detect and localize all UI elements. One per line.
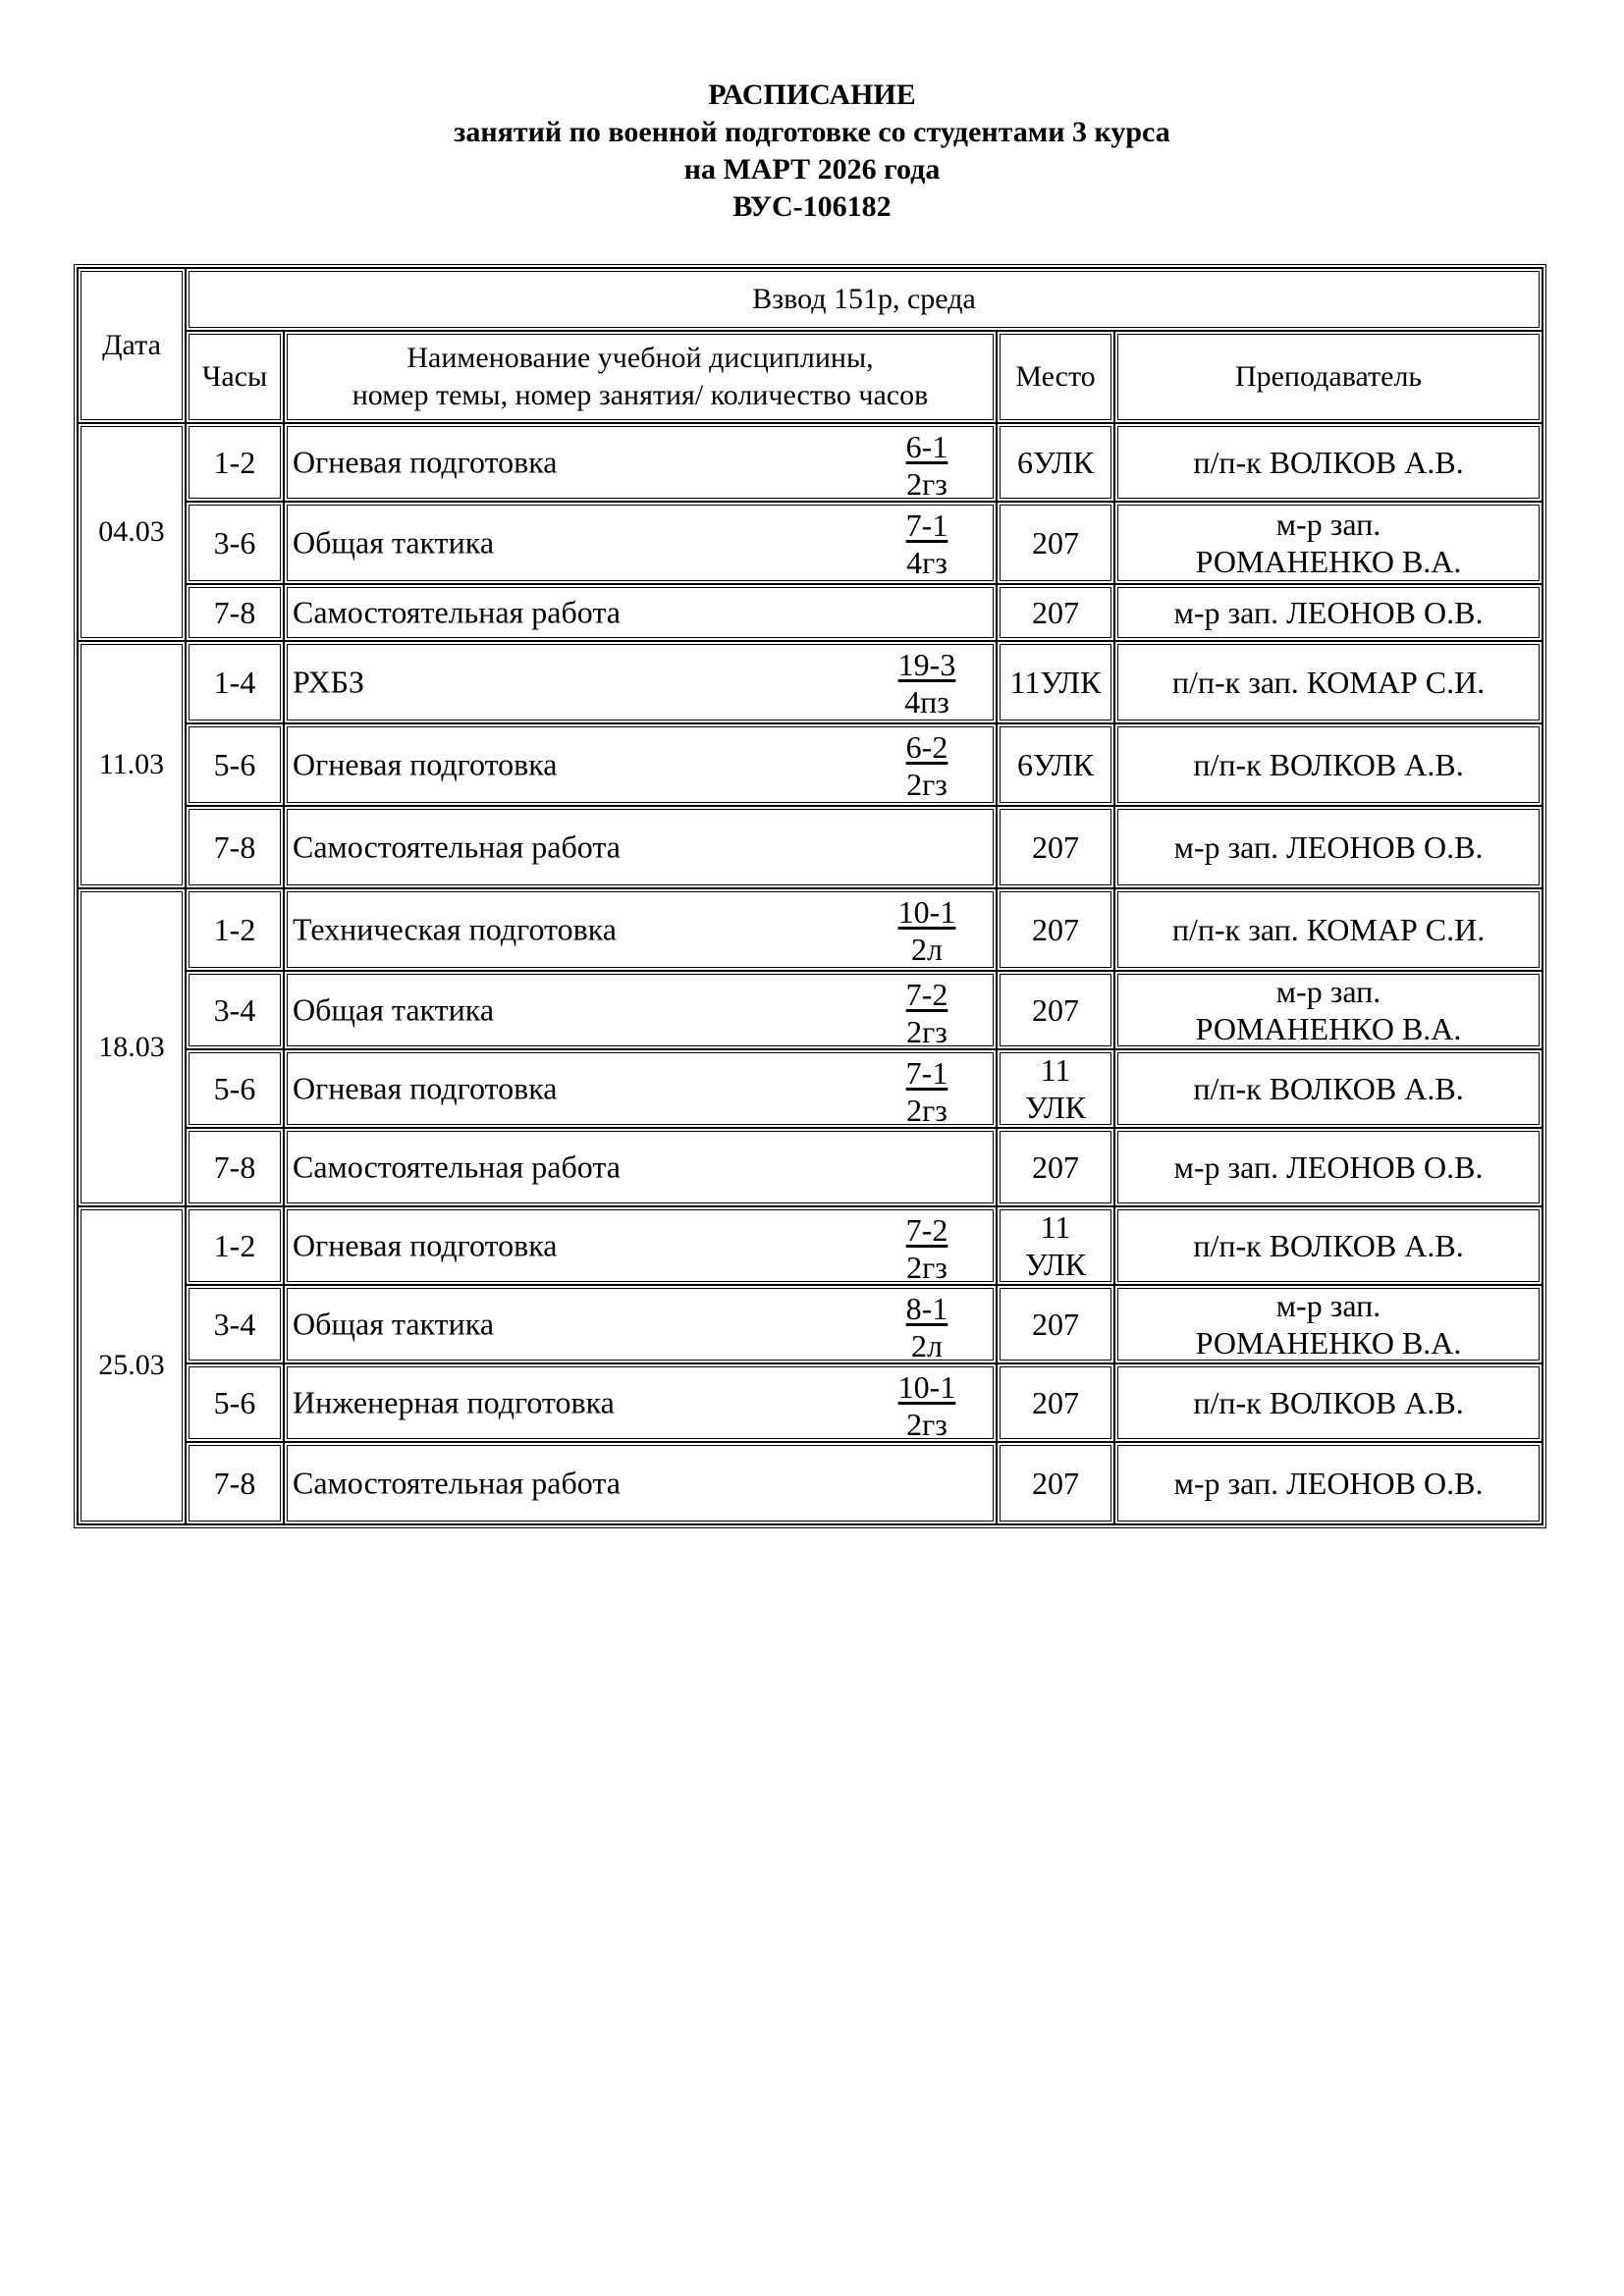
place-cell: 207	[997, 971, 1114, 1049]
place-number: 11	[1040, 1052, 1071, 1088]
lesson-hours: 2гз	[906, 767, 947, 802]
subject-name: Огневая подготовка	[293, 1070, 558, 1106]
subject-cell	[284, 1128, 997, 1206]
teacher-cell	[1114, 502, 1543, 584]
subject-name: Самостоятельная работа	[293, 1148, 621, 1185]
teacher-cell: п/п-к ВОЛКОВ А.В.	[1114, 1049, 1543, 1128]
document-period: на МАРТ 2026 года	[683, 153, 941, 186]
date-cell: 25.03	[78, 1206, 186, 1524]
hours-cell: 1-2	[186, 1206, 284, 1285]
document-header	[0, 77, 1624, 226]
place-cell: 207	[997, 502, 1114, 584]
lesson-hours: 4гз	[906, 545, 947, 580]
place-cell: 207	[997, 584, 1114, 641]
place-cell: 207	[997, 888, 1114, 971]
platoon-header: Взвод 151р, среда	[186, 268, 1543, 331]
place-building: УЛК	[1024, 1090, 1087, 1125]
teacher-cell: п/п-к зап. КОМАР С.И.	[1114, 641, 1543, 723]
place-cell	[997, 1049, 1114, 1128]
topic-number: 7-1	[905, 507, 948, 543]
date-cell: 11.03	[78, 641, 186, 888]
table-row	[78, 1128, 1543, 1206]
topic-number: 10-1	[897, 1369, 956, 1405]
table-row	[78, 1442, 1543, 1524]
subject-name: Техническая подготовка	[293, 911, 617, 947]
hours-cell: 7-8	[186, 1128, 284, 1206]
topic-number: 6-2	[905, 729, 948, 765]
subject-cell	[284, 1363, 997, 1442]
subject-cell	[284, 1206, 997, 1285]
place-cell: 11УЛК	[997, 641, 1114, 723]
topic-number: 7-1	[905, 1055, 948, 1091]
teacher-cell: п/п-к ВОЛКОВ А.В.	[1114, 723, 1543, 806]
teacher-name: РОМАНЕНКО В.А.	[1195, 1325, 1462, 1361]
lesson-hours: 2гз	[906, 1407, 947, 1442]
subject-name: Самостоятельная работа	[293, 828, 621, 865]
teacher-name: РОМАНЕНКО В.А.	[1195, 544, 1462, 579]
subject-name: Огневая подготовка	[293, 444, 558, 480]
teacher-name: РОМАНЕНКО В.А.	[1195, 1011, 1462, 1046]
subject-cell	[284, 423, 997, 502]
subject-name: Огневая подготовка	[293, 746, 558, 782]
lesson-hours: 2л	[911, 1328, 943, 1363]
column-header-teacher: Преподаватель	[1114, 331, 1543, 423]
lesson-code	[888, 507, 966, 581]
topic-number: 7-2	[905, 1212, 948, 1248]
column-header-hours: Часы	[186, 331, 284, 423]
hours-cell: 7-8	[186, 1442, 284, 1524]
topic-number: 7-2	[905, 977, 948, 1012]
subject-name: Общая тактика	[293, 991, 495, 1028]
lesson-hours: 2гз	[906, 1250, 947, 1285]
teacher-cell: п/п-к ВОЛКОВ А.В.	[1114, 1206, 1543, 1285]
document-title: РАСПИСАНИЕ	[708, 79, 916, 111]
teacher-cell: м-р зап. ЛЕОНОВ О.В.	[1114, 806, 1543, 888]
place-cell: 6УЛК	[997, 423, 1114, 502]
subject-cell	[284, 1049, 997, 1128]
table-row	[78, 641, 1543, 723]
lesson-hours: 2гз	[906, 466, 947, 502]
place-cell	[997, 1206, 1114, 1285]
subject-cell	[284, 806, 997, 888]
subject-cell	[284, 641, 997, 723]
place-cell: 207	[997, 1128, 1114, 1206]
subject-cell	[284, 584, 997, 641]
topic-number: 6-1	[905, 429, 948, 464]
place-cell: 207	[997, 806, 1114, 888]
table-row	[78, 502, 1543, 584]
place-cell: 6УЛК	[997, 723, 1114, 806]
table-row	[78, 806, 1543, 888]
subject-name: РХБЗ	[293, 664, 365, 700]
date-cell: 04.03	[78, 423, 186, 641]
hours-cell: 1-2	[186, 423, 284, 502]
lesson-code	[888, 976, 966, 1050]
subject-cell	[284, 971, 997, 1049]
hours-cell: 5-6	[186, 1363, 284, 1442]
subject-cell	[284, 1442, 997, 1524]
subject-name: Общая тактика	[293, 1306, 495, 1342]
subject-cell	[284, 888, 997, 971]
hours-cell: 1-2	[186, 888, 284, 971]
hours-cell: 3-6	[186, 502, 284, 584]
hours-cell: 7-8	[186, 806, 284, 888]
column-header-subject	[284, 331, 997, 423]
table-row	[78, 1285, 1543, 1363]
column-header-date: Дата	[78, 268, 186, 423]
subject-cell	[284, 1285, 997, 1363]
topic-number: 19-3	[897, 647, 956, 682]
table-row	[78, 423, 1543, 502]
lesson-hours: 4пз	[904, 684, 949, 720]
topic-number: 8-1	[905, 1291, 948, 1326]
subject-cell	[284, 502, 997, 584]
lesson-code	[888, 1368, 966, 1443]
hours-cell: 3-4	[186, 971, 284, 1049]
lesson-code	[888, 428, 966, 503]
teacher-cell: п/п-к ВОЛКОВ А.В.	[1114, 1363, 1543, 1442]
hours-cell: 5-6	[186, 723, 284, 806]
document-specialty-code: ВУС-106182	[732, 190, 892, 223]
schedule-table	[77, 267, 1543, 1525]
place-number: 11	[1040, 1209, 1071, 1245]
lesson-hours: 2л	[911, 932, 943, 967]
place-building: УЛК	[1024, 1247, 1087, 1282]
teacher-rank: м-р зап.	[1275, 974, 1381, 1009]
teacher-rank: м-р зап.	[1275, 507, 1381, 542]
teacher-cell	[1114, 1285, 1543, 1363]
table-row	[78, 1049, 1543, 1128]
table-row	[78, 1206, 1543, 1285]
subject-cell	[284, 723, 997, 806]
lesson-hours: 2гз	[906, 1014, 947, 1049]
table-row	[78, 888, 1543, 971]
hours-cell: 7-8	[186, 584, 284, 641]
table-row	[78, 584, 1543, 641]
table-row	[78, 1363, 1543, 1442]
lesson-code	[888, 893, 966, 968]
lesson-code	[888, 1211, 966, 1286]
place-cell: 207	[997, 1363, 1114, 1442]
column-header-subject-line1: Наименование учебной дисциплины,	[406, 342, 874, 374]
column-header-subject-line2: номер темы, номер занятия/ количество часов	[352, 379, 929, 411]
teacher-cell: м-р зап. ЛЕОНОВ О.В.	[1114, 1442, 1543, 1524]
column-header-place: Место	[997, 331, 1114, 423]
lesson-code	[888, 646, 966, 721]
teacher-cell: п/п-к ВОЛКОВ А.В.	[1114, 423, 1543, 502]
subject-name: Огневая подготовка	[293, 1227, 558, 1263]
topic-number: 10-1	[897, 894, 956, 930]
subject-name: Общая тактика	[293, 524, 495, 561]
place-cell: 207	[997, 1285, 1114, 1363]
subject-name: Инженерная подготовка	[293, 1384, 615, 1420]
lesson-hours: 2гз	[906, 1093, 947, 1128]
table-row	[78, 971, 1543, 1049]
teacher-rank: м-р зап.	[1275, 1288, 1381, 1323]
hours-cell: 3-4	[186, 1285, 284, 1363]
place-cell: 207	[997, 1442, 1114, 1524]
document-subtitle: занятий по военной подготовке со студентами 3 курса	[454, 116, 1170, 148]
subject-name: Самостоятельная работа	[293, 594, 621, 630]
lesson-code	[888, 1290, 966, 1364]
hours-cell: 1-4	[186, 641, 284, 723]
lesson-code	[888, 1054, 966, 1129]
teacher-cell	[1114, 971, 1543, 1049]
teacher-cell: м-р зап. ЛЕОНОВ О.В.	[1114, 1128, 1543, 1206]
hours-cell: 5-6	[186, 1049, 284, 1128]
lesson-code	[888, 728, 966, 803]
date-cell: 18.03	[78, 888, 186, 1206]
teacher-cell: п/п-к зап. КОМАР С.И.	[1114, 888, 1543, 971]
teacher-cell: м-р зап. ЛЕОНОВ О.В.	[1114, 584, 1543, 641]
table-row	[78, 723, 1543, 806]
subject-name: Самостоятельная работа	[293, 1465, 621, 1501]
